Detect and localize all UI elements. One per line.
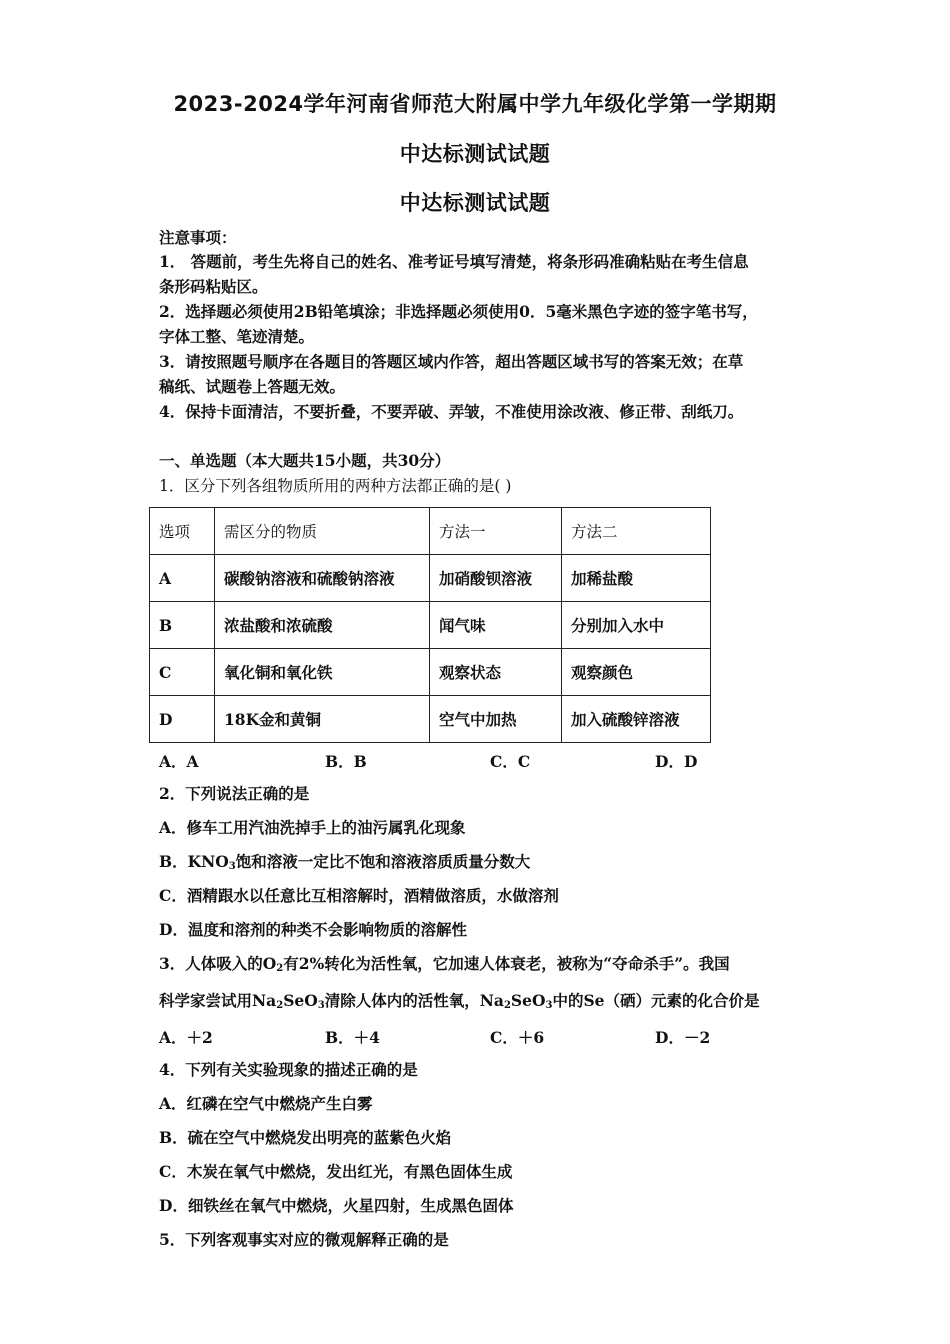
- table-cell: B: [150, 602, 215, 649]
- table-cell: 加稀盐酸: [562, 555, 711, 602]
- question-3-stem: 3．人体吸入的$O_2$有2%转化为活性氧，它加速人体衰老，被称为“夺命杀手”。我国: [159, 954, 730, 974]
- table-row: [150, 555, 711, 602]
- section-heading: 一、单选题（本大题共15小题，共30分）: [159, 451, 451, 470]
- q4-option-c: C．木炭在氧气中燃烧，发出红光，有黑色固体生成: [159, 1162, 513, 1181]
- table-cell: A: [150, 555, 215, 602]
- q1-option-b: B．B: [325, 752, 367, 771]
- table-cell: 闻气味: [430, 602, 562, 649]
- table-cell: D: [150, 696, 215, 743]
- q4-option-d: D．细铁丝在氧气中燃烧，火星四射，生成黑色固体: [159, 1196, 514, 1215]
- notice-item-3: 3．请按照题号顺序在各题目的答题区域内作答，超出答题区域书写的答案无效；在草: [159, 352, 744, 371]
- table-row: [150, 649, 711, 696]
- notice-heading: 注意事项：: [159, 228, 237, 247]
- table-cell: 碳酸钠溶液和硫酸钠溶液: [215, 555, 430, 602]
- q3-option-d: D．－2: [655, 1028, 711, 1047]
- page-subtitle-repeat: 中达标测试试题: [399, 191, 551, 215]
- table-header-cell: 需区分的物质: [215, 508, 430, 555]
- q2-option-a: A．修车工用汽油洗掉手上的油污属乳化现象: [159, 818, 466, 837]
- q1-option-d: D．D: [655, 752, 698, 771]
- table-row: [150, 696, 711, 743]
- notice-item-2: 2．选择题必须使用2B铅笔填涂；非选择题必须使用0．5毫米黑色字迹的签字笔书写，: [159, 302, 758, 321]
- table-cell: 浓盐酸和浓硫酸: [215, 602, 430, 649]
- table-header-cell: 方法一: [430, 508, 562, 555]
- notice-item-2-cont: 字体工整、笔迹清楚。: [159, 327, 315, 346]
- q2-option-d: D．温度和溶剂的种类不会影响物质的溶解性: [159, 920, 467, 939]
- q4-option-a: A．红磷在空气中燃烧产生白雾: [159, 1094, 373, 1113]
- q2-option-c: C．酒精跟水以任意比互相溶解时，酒精做溶质，水做溶剂: [159, 886, 559, 905]
- table-header-row: [150, 508, 711, 555]
- question-1-stem: 1．区分下列各组物质所用的两种方法都正确的是( ): [159, 477, 512, 495]
- question-2-stem: 2．下列说法正确的是: [159, 784, 310, 803]
- q2-option-b: B．$KNO_3$饱和溶液一定比不饱和溶液溶质质量分数大: [159, 852, 531, 872]
- question-4-stem: 4．下列有关实验现象的描述正确的是: [159, 1060, 418, 1079]
- q3-option-a: A．＋2: [159, 1028, 213, 1047]
- table-cell: 观察颜色: [562, 649, 711, 696]
- table-header-cell: 选项: [150, 508, 215, 555]
- table-cell: 空气中加热: [430, 696, 562, 743]
- page-title: 2023-2024学年河南省师范大附属中学九年级化学第一学期期: [173, 92, 777, 116]
- table-cell: 分别加入水中: [562, 602, 711, 649]
- question-3-stem-cont: 科学家尝试用$Na_2SeO_3$清除人体内的活性氧，$Na_2SeO_3$中的Se（硒）元素的化合价是: [159, 991, 760, 1011]
- page-subtitle: 中达标测试试题: [399, 142, 551, 166]
- question-5-stem: 5．下列客观事实对应的微观解释正确的是: [159, 1230, 449, 1249]
- table-header-cell: 方法二: [562, 508, 711, 555]
- table-cell: 加硝酸钡溶液: [430, 555, 562, 602]
- notice-item-4: 4．保持卡面清洁，不要折叠，不要弄破、弄皱，不准使用涂改液、修正带、刮纸刀。: [159, 402, 744, 421]
- q1-option-c: C．C: [490, 752, 531, 771]
- q4-option-b: B．硫在空气中燃烧发出明亮的蓝紫色火焰: [159, 1128, 452, 1147]
- question-1-table: [149, 507, 711, 743]
- table-cell: 18K金和黄铜: [215, 696, 430, 743]
- q3-option-c: C．＋6: [490, 1028, 545, 1047]
- notice-item-3-cont: 稿纸、试题卷上答题无效。: [159, 377, 346, 396]
- table-cell: 观察状态: [430, 649, 562, 696]
- q1-option-a: A．A: [159, 752, 199, 771]
- table-cell: 氧化铜和氧化铁: [215, 649, 430, 696]
- notice-item-1: 1． 答题前，考生先将自己的姓名、准考证号填写清楚，将条形码准确粘贴在考生信息: [159, 252, 749, 271]
- notice-item-1-cont: 条形码粘贴区。: [159, 277, 268, 296]
- table-cell: 加入硫酸锌溶液: [562, 696, 711, 743]
- table-cell: C: [150, 649, 215, 696]
- table-row: [150, 602, 711, 649]
- q3-option-b: B．＋4: [325, 1028, 380, 1047]
